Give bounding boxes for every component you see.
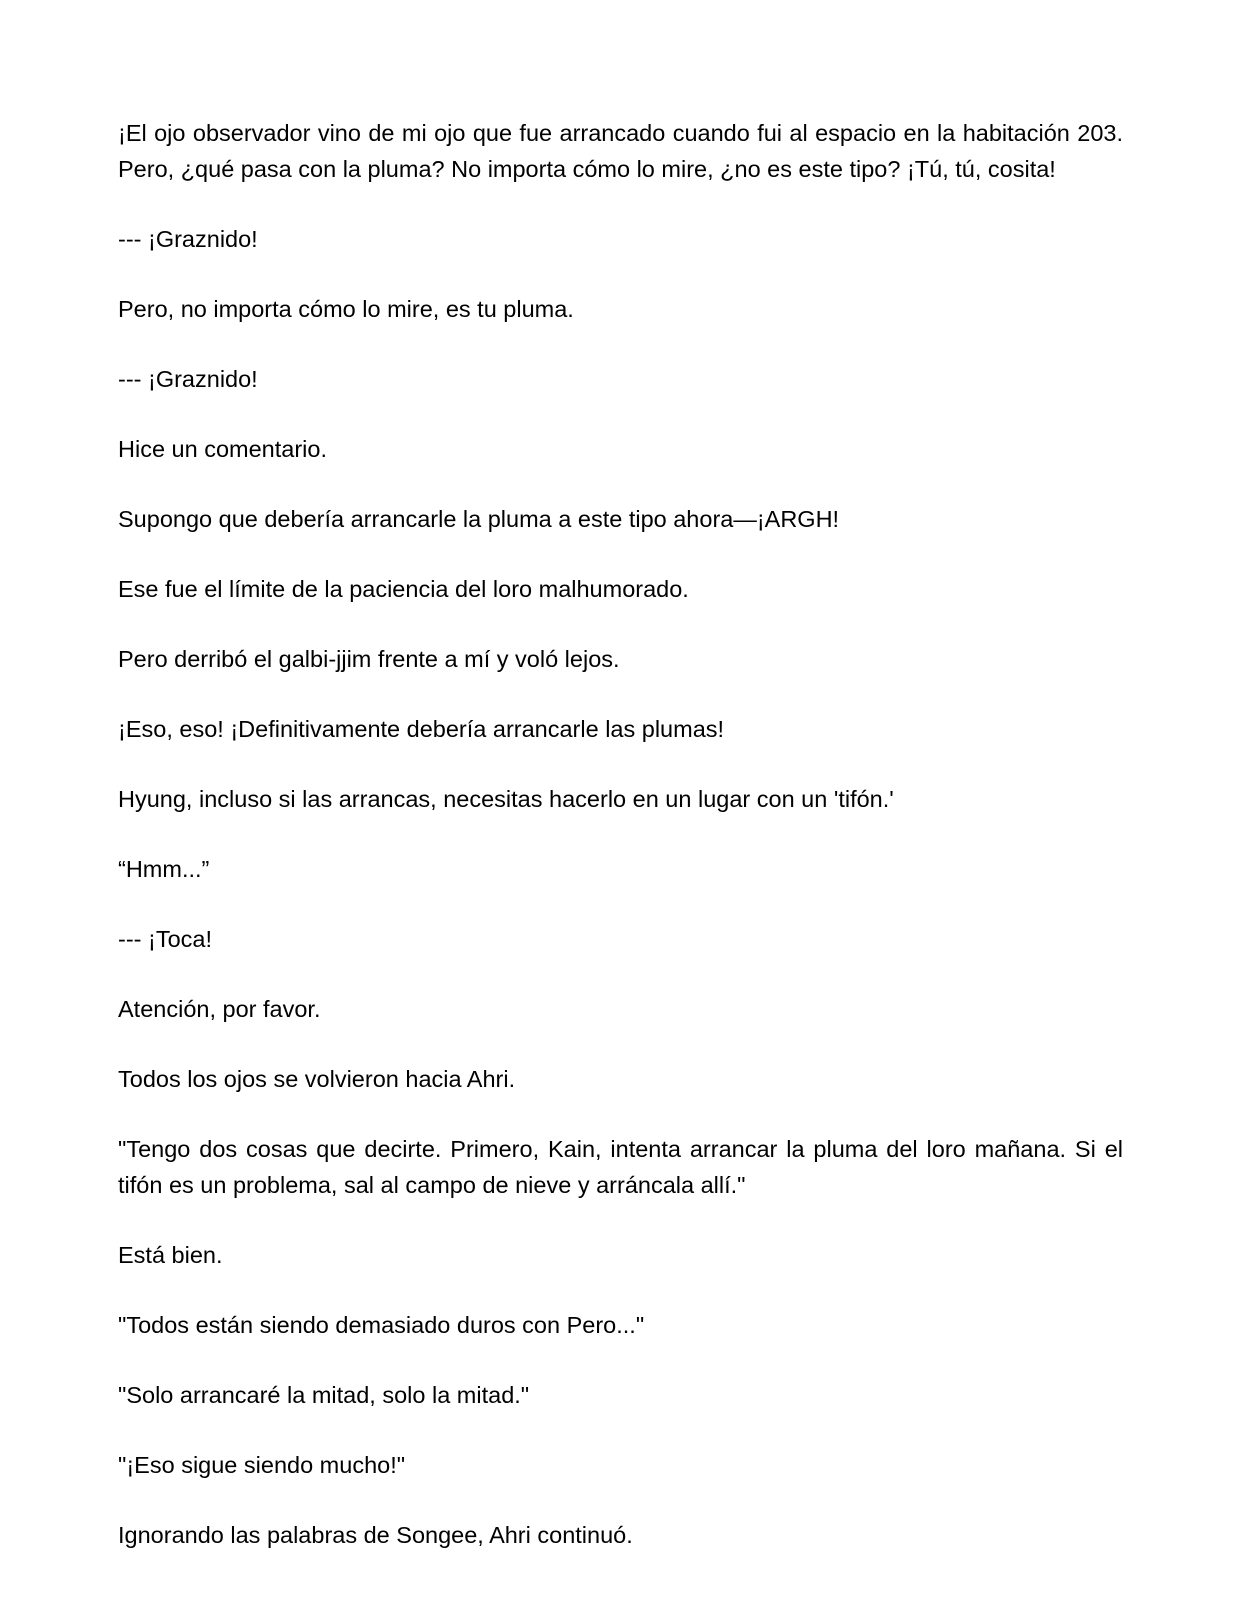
paragraph: Hyung, incluso si las arrancas, necesitas hacerlo en un lugar con un 'tifón.' [118, 786, 894, 812]
paragraph: --- ¡Graznido! [118, 366, 258, 392]
paragraph: "Todos están siendo demasiado duros con Pero..." [118, 1312, 645, 1338]
paragraph: Ignorando las palabras de Songee, Ahri continuó. [118, 1522, 633, 1548]
paragraph: Todos los ojos se volvieron hacia Ahri. [118, 1066, 516, 1092]
paragraph: “Hmm...” [118, 856, 210, 882]
paragraph: Ese fue el límite de la paciencia del loro malhumorado. [118, 576, 689, 602]
paragraph: --- ¡Toca! [118, 926, 212, 952]
paragraph: Está bien. [118, 1242, 223, 1268]
paragraph: ¡El ojo observador vino de mi ojo que fue arrancado cuando fui al espacio en la habitación 203. Pero, ¿qué pasa con la pluma? No importa cómo lo mire, ¿no es este tipo? ¡Tú, tú, cosita! [118, 120, 1123, 182]
paragraph: ¡Eso, eso! ¡Definitivamente debería arrancarle las plumas! [118, 716, 725, 742]
paragraph: "¡Eso sigue siendo mucho!" [118, 1452, 406, 1478]
paragraph: Supongo que debería arrancarle la pluma a este tipo ahora—¡ARGH! [118, 506, 840, 532]
paragraph: Pero, no importa cómo lo mire, es tu pluma. [118, 296, 574, 322]
paragraph: Atención, por favor. [118, 996, 321, 1022]
paragraph: "Solo arrancaré la mitad, solo la mitad." [118, 1382, 530, 1408]
paragraph: Pero derribó el galbi-jjim frente a mí y voló lejos. [118, 646, 620, 672]
paragraph: Hice un comentario. [118, 436, 327, 462]
document-body [118, 115, 1123, 1553]
paragraph: --- ¡Graznido! [118, 226, 258, 252]
paragraph: "Tengo dos cosas que decirte. Primero, Kain, intenta arrancar la pluma del loro mañana. Si el tifón es un problema, sal al campo de nieve y arráncala allí." [118, 1136, 1123, 1198]
